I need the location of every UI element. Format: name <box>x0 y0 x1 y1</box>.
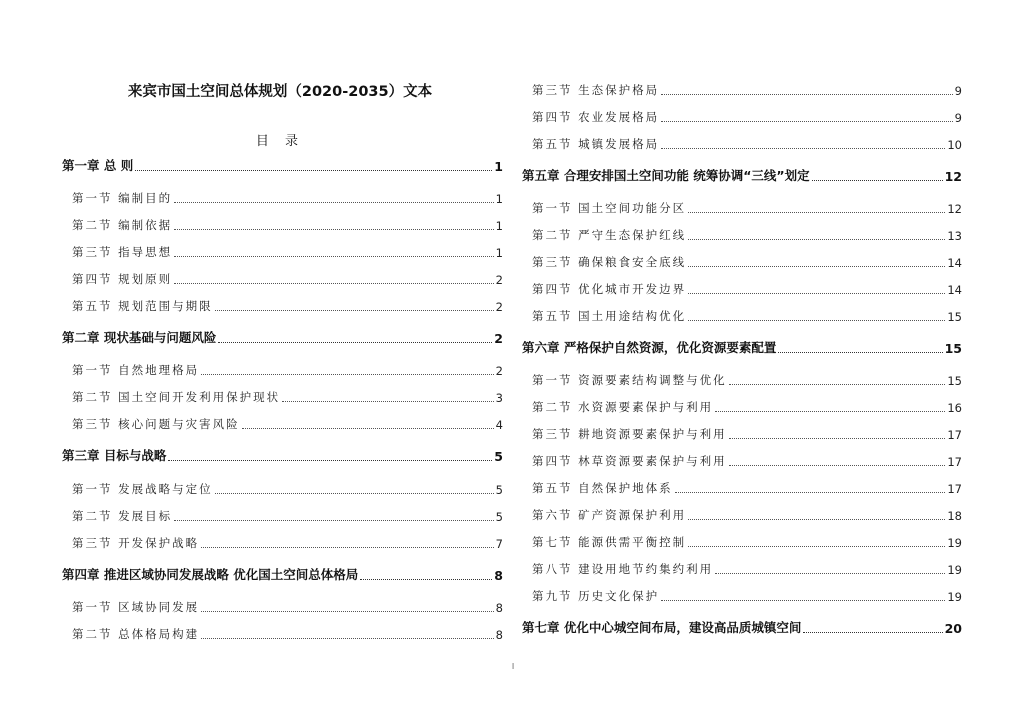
toc-page-number: 2 <box>495 273 503 287</box>
toc-section[interactable] <box>62 389 503 405</box>
dot-leader <box>803 632 942 633</box>
dot-leader <box>215 493 494 494</box>
toc-entry-label: 第五节 规划范围与期限 <box>72 299 213 313</box>
toc-section[interactable] <box>62 271 503 287</box>
toc-chapter-4[interactable] <box>62 567 503 583</box>
dot-leader <box>688 239 945 240</box>
toc-section[interactable] <box>522 109 962 125</box>
toc-entry-label: 第六节 矿产资源保护利用 <box>532 508 687 522</box>
dot-leader <box>729 438 946 439</box>
toc-entry-label: 第七节 能源供需平衡控制 <box>532 535 687 549</box>
toc-page-number: 9 <box>954 84 962 98</box>
toc-page-number: 8 <box>494 568 503 583</box>
toc-entry-label: 第一节 编制目的 <box>72 191 173 205</box>
toc-entry-label: 第一节 区域协同发展 <box>72 600 200 614</box>
toc-section[interactable] <box>62 535 503 551</box>
toc-page-number: 14 <box>947 283 962 297</box>
dot-leader <box>174 202 494 203</box>
toc-entry-label: 第四节 林草资源要素保护与利用 <box>532 454 727 468</box>
toc-entry-label: 第三节 生态保护格局 <box>532 83 660 97</box>
dot-leader <box>174 229 494 230</box>
toc-page-number: 9 <box>954 111 962 125</box>
toc-entry-label: 第一节 国土空间功能分区 <box>532 201 687 215</box>
toc-page-number: 18 <box>947 509 962 523</box>
toc-section[interactable] <box>522 561 962 577</box>
toc-page-number: 2 <box>495 300 503 314</box>
dot-leader <box>661 121 953 122</box>
dot-leader <box>675 492 946 493</box>
toc-page-number: 1 <box>495 246 503 260</box>
toc-entry-label: 第一章 总 则 <box>62 158 134 173</box>
toc-chapter-1[interactable] <box>62 158 503 174</box>
toc-page-number: 19 <box>947 563 962 577</box>
dot-leader <box>360 579 492 580</box>
toc-page-number: 2 <box>495 364 503 378</box>
toc-page-number: 16 <box>947 401 962 415</box>
dot-leader <box>812 180 943 181</box>
toc-page-number: 14 <box>947 256 962 270</box>
toc-entry-label: 第五节 自然保护地体系 <box>532 481 673 495</box>
toc-page-number: 1 <box>495 219 503 233</box>
toc-section[interactable] <box>62 416 503 432</box>
toc-section[interactable] <box>62 362 503 378</box>
toc-entry-label: 第五节 城镇发展格局 <box>532 137 660 151</box>
toc-page-number: 12 <box>947 202 962 216</box>
toc-page-number: 3 <box>495 391 503 405</box>
dot-leader <box>201 374 494 375</box>
toc-entry-label: 第六章 严格保护自然资源，优化资源要素配置 <box>522 340 777 355</box>
toc-section[interactable] <box>62 508 503 524</box>
toc-section[interactable] <box>62 626 503 642</box>
dot-leader <box>174 283 494 284</box>
toc-page-number: 1 <box>494 159 503 174</box>
toc-entry-label: 第二节 发展目标 <box>72 509 173 523</box>
dot-leader <box>135 170 492 171</box>
page-number-footer: I <box>511 662 515 671</box>
toc-section[interactable] <box>62 481 503 497</box>
toc-entry-label: 第三节 指导思想 <box>72 245 173 259</box>
toc-section[interactable] <box>522 281 962 297</box>
toc-section[interactable] <box>62 190 503 206</box>
toc-section[interactable] <box>522 82 962 98</box>
toc-section[interactable] <box>522 372 962 388</box>
dot-leader <box>688 293 945 294</box>
toc-entry-label: 第一节 发展战略与定位 <box>72 482 213 496</box>
toc-section[interactable] <box>62 599 503 615</box>
dot-leader <box>688 519 945 520</box>
toc-page-number: 17 <box>947 428 962 442</box>
toc-page-number: 8 <box>495 628 503 642</box>
toc-section[interactable] <box>522 588 962 604</box>
toc-page-number: 7 <box>495 537 503 551</box>
toc-section[interactable] <box>522 534 962 550</box>
toc-page-number: 17 <box>947 455 962 469</box>
dot-leader <box>688 320 945 321</box>
toc-entry-label: 第四节 规划原则 <box>72 272 173 286</box>
toc-entry-label: 第二节 水资源要素保护与利用 <box>532 400 714 414</box>
dot-leader <box>729 465 946 466</box>
toc-entry-label: 第三节 耕地资源要素保护与利用 <box>532 427 727 441</box>
toc-entry-label: 第一节 自然地理格局 <box>72 363 200 377</box>
dot-leader <box>282 401 494 402</box>
toc-page-number: 5 <box>494 449 503 464</box>
toc-page-number: 19 <box>947 590 962 604</box>
dot-leader <box>174 520 494 521</box>
dot-leader <box>218 342 492 343</box>
toc-entry-label: 第三节 开发保护战略 <box>72 536 200 550</box>
toc-entry-label: 第二节 严守生态保护红线 <box>532 228 687 242</box>
dot-leader <box>688 266 945 267</box>
toc-page-number: 10 <box>947 138 962 152</box>
dot-leader <box>729 384 946 385</box>
document-title: 来宾市国土空间总体规划（2020-2035）文本 <box>127 84 433 100</box>
toc-page-number: 20 <box>944 621 962 636</box>
dot-leader <box>242 428 494 429</box>
toc-entry-label: 第三节 确保粮食安全底线 <box>532 255 687 269</box>
toc-page-number: 15 <box>947 310 962 324</box>
dot-leader <box>215 310 494 311</box>
toc-section[interactable] <box>522 480 962 496</box>
toc-section[interactable] <box>522 200 962 216</box>
toc-page-number: 13 <box>947 229 962 243</box>
dot-leader <box>661 94 953 95</box>
toc-section[interactable] <box>522 453 962 469</box>
toc-entry-label: 第五节 国土用途结构优化 <box>532 309 687 323</box>
toc-page-number: 19 <box>947 536 962 550</box>
toc-page-number: 15 <box>944 341 962 356</box>
toc-entry-label: 第八节 建设用地节约集约利用 <box>532 562 714 576</box>
toc-entry-label: 第三章 目标与战略 <box>62 448 167 463</box>
toc-page-number: 4 <box>495 418 503 432</box>
toc-entry-label: 第四章 推进区域协同发展战略 优化国土空间总体格局 <box>62 567 359 582</box>
dot-leader <box>778 352 942 353</box>
dot-leader <box>715 573 945 574</box>
dot-leader <box>688 212 945 213</box>
dot-leader <box>201 611 494 612</box>
toc-entry-label: 第四节 农业发展格局 <box>532 110 660 124</box>
dot-leader <box>715 411 945 412</box>
toc-section[interactable] <box>522 426 962 442</box>
toc-page-number: 2 <box>494 331 503 346</box>
toc-chapter-3[interactable] <box>62 448 503 464</box>
toc-entry-label: 第五章 合理安排国土空间功能 统筹协调“三线”划定 <box>522 168 810 183</box>
toc-entry-label: 第三节 核心问题与灾害风险 <box>72 417 240 431</box>
toc-entry-label: 第二节 国土空间开发利用保护现状 <box>72 390 281 404</box>
dot-leader <box>661 148 945 149</box>
toc-section[interactable] <box>522 227 962 243</box>
dot-leader <box>201 547 494 548</box>
toc-page-number: 17 <box>947 482 962 496</box>
toc-section[interactable] <box>522 507 962 523</box>
toc-section[interactable] <box>522 136 962 152</box>
toc-page-number: 5 <box>495 483 503 497</box>
toc-section[interactable] <box>62 217 503 233</box>
toc-section[interactable] <box>62 298 503 314</box>
toc-page-number: 1 <box>495 192 503 206</box>
toc-chapter-2[interactable] <box>62 330 503 346</box>
toc-chapter-6[interactable] <box>522 340 962 356</box>
toc-entry-label: 第一节 资源要素结构调整与优化 <box>532 373 727 387</box>
dot-leader <box>688 546 945 547</box>
toc-heading: 目 录 <box>255 134 305 149</box>
toc-entry-label: 第二节 总体格局构建 <box>72 627 200 641</box>
toc-page-number: 12 <box>944 169 962 184</box>
toc-page-number: 5 <box>495 510 503 524</box>
toc-entry-label: 第九节 历史文化保护 <box>532 589 660 603</box>
toc-page-number: 15 <box>947 374 962 388</box>
dot-leader <box>174 256 494 257</box>
dot-leader <box>168 460 492 461</box>
toc-entry-label: 第二章 现状基础与问题风险 <box>62 330 217 345</box>
toc-chapter-7[interactable] <box>522 620 962 636</box>
toc-entry-label: 第二节 编制依据 <box>72 218 173 232</box>
dot-leader <box>661 600 945 601</box>
toc-section[interactable] <box>62 244 503 260</box>
dot-leader <box>201 638 494 639</box>
toc-entry-label: 第七章 优化中心城空间布局，建设高品质城镇空间 <box>522 620 802 635</box>
toc-section[interactable] <box>522 308 962 324</box>
toc-entry-label: 第四节 优化城市开发边界 <box>532 282 687 296</box>
toc-page-number: 8 <box>495 601 503 615</box>
toc-chapter-5[interactable] <box>522 168 962 184</box>
toc-section[interactable] <box>522 254 962 270</box>
toc-section[interactable] <box>522 399 962 415</box>
